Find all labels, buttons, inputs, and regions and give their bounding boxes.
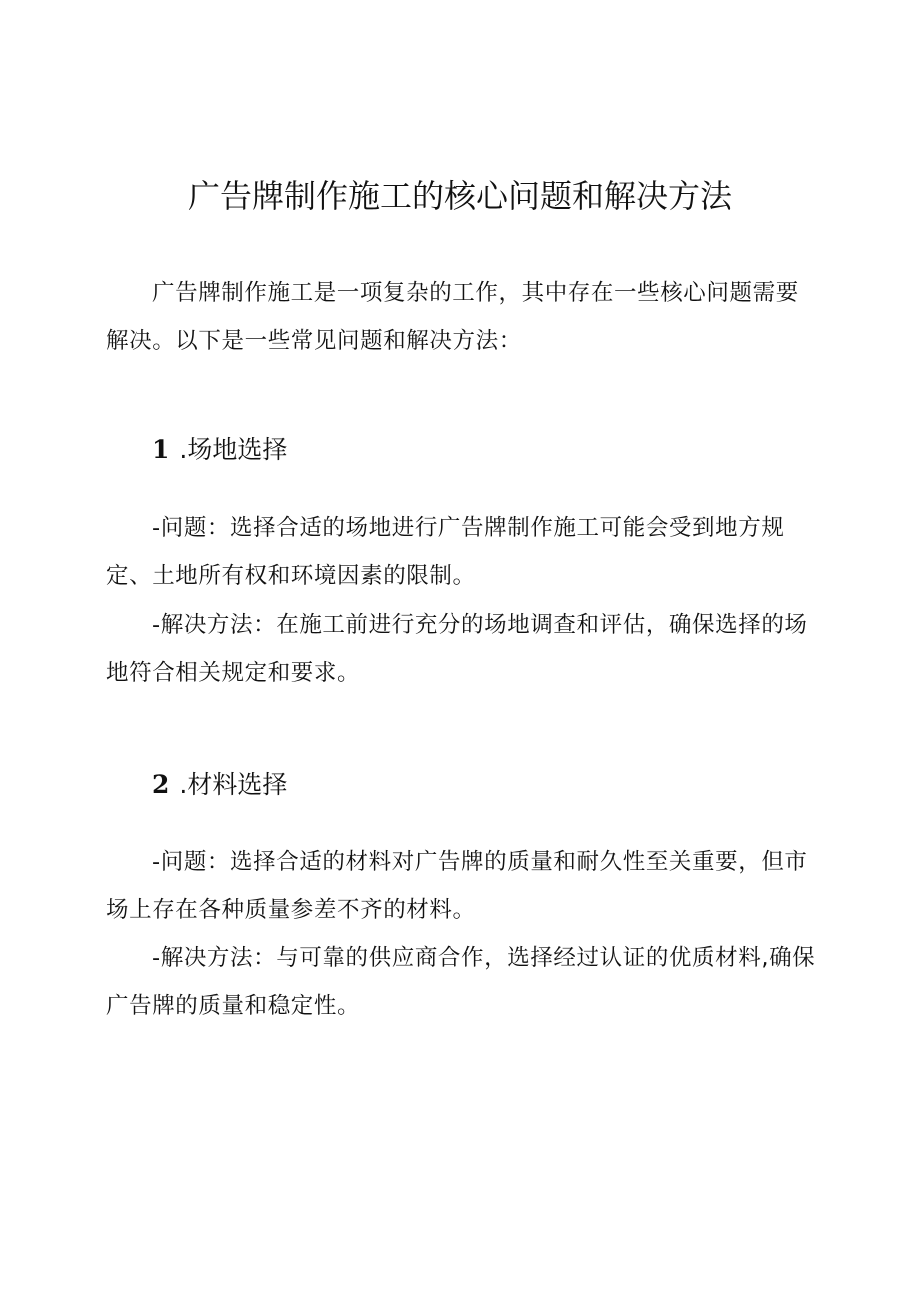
section-heading-1: [152, 430, 287, 470]
section-2-solution: -解决方法：与可靠的供应商合作，选择经过认证的优质材料,确保广告牌的质量和稳定性。: [106, 945, 816, 1019]
section-2-problem: -问题：选择合适的材料对广告牌的质量和耐久性至关重要，但市场上存在各种质量参差不齐的材料。: [106, 849, 808, 923]
document-title: 广告牌制作施工的核心问题和解决方法: [187, 177, 732, 215]
section-number: 2: [152, 770, 170, 799]
section-heading-text: .场地选择: [179, 435, 288, 464]
section-1-solution: -解决方法：在施工前进行充分的场地调查和评估，确保选择的场地符合相关规定和要求。: [106, 612, 808, 686]
section-1-problem: -问题：选择合适的场地进行广告牌制作施工可能会受到地方规定、土地所有权和环境因素的限制。: [106, 515, 785, 589]
section-heading-2: [152, 765, 287, 805]
section-number: 1: [152, 435, 170, 464]
intro-paragraph: 广告牌制作施工是一项复杂的工作，其中存在一些核心问题需要解决。以下是一些常见问题和解决方法：: [106, 280, 799, 354]
section-heading-text: .材料选择: [179, 770, 288, 799]
